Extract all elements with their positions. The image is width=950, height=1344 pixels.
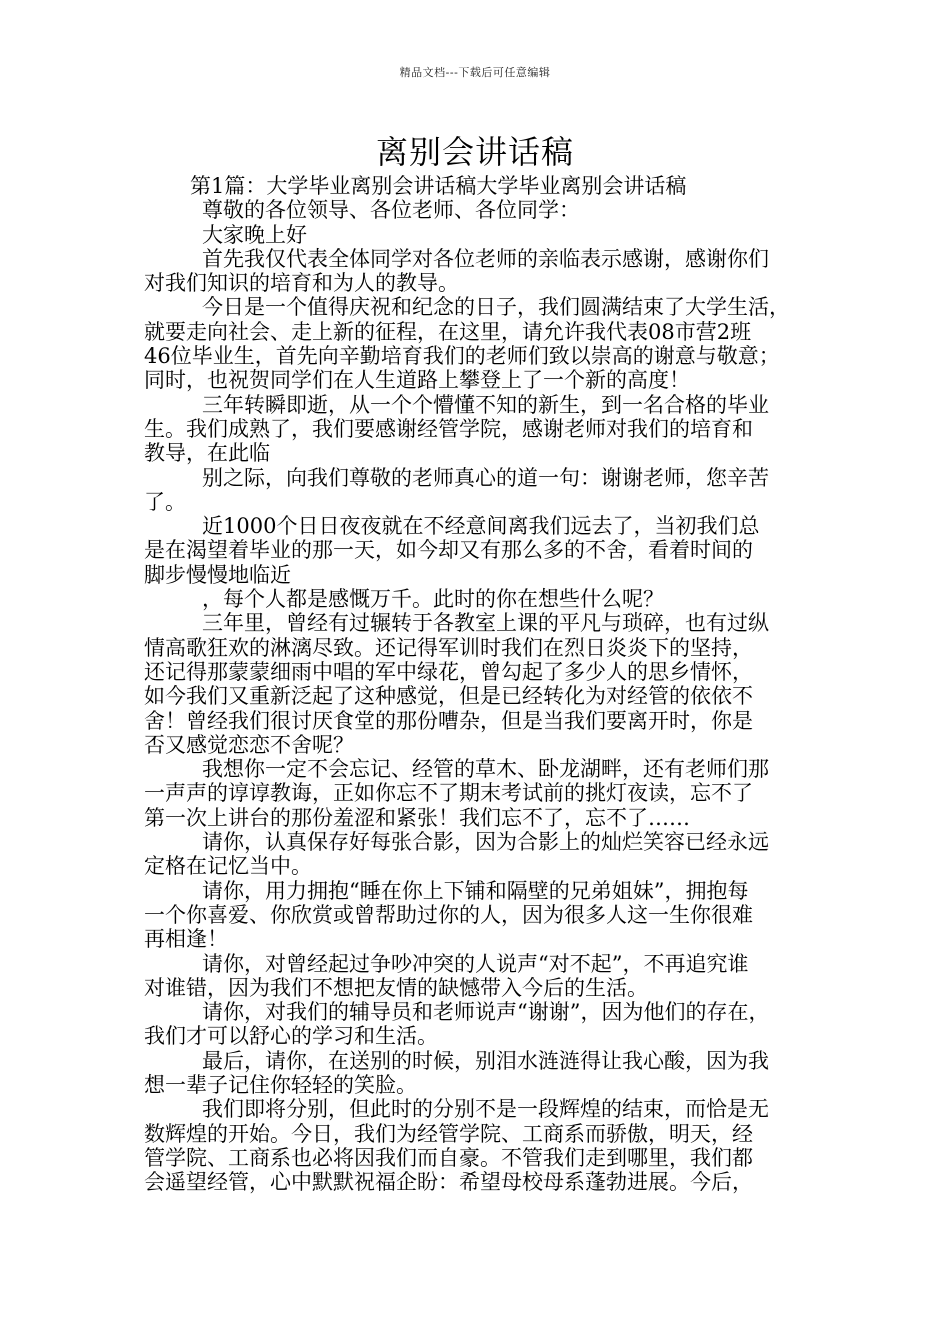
body-text-line: 舍！曾经我们很讨厌食堂的那份嘈杂，但是当我们要离开时，你是: [144, 708, 753, 733]
body-text-line: 会遥望经管，心中默默祝福企盼：希望母校母系蓬勃进展。今后，: [144, 1170, 753, 1195]
body-text-line: 再相逢！: [144, 927, 228, 952]
body-text-line: 一声声的谆谆教诲，正如你忘不了期末考试前的挑灯夜读，忘不了: [144, 781, 753, 806]
document-title: 离别会讲话稿: [375, 133, 574, 171]
body-text-line: 请你，认真保存好每张合影，因为合影上的灿烂笑容已经永远: [202, 830, 769, 855]
body-text-line: 今日是一个值得庆祝和纪念的日子，我们圆满结束了大学生活，: [202, 295, 790, 320]
body-text-line: 请你，对曾经起过争吵冲突的人说声“对不起”，不再追究谁: [202, 951, 749, 976]
body-text-line: ，每个人都是感慨万千。此时的你在想些什么呢？: [202, 587, 664, 612]
body-text-line: 对我们知识的培育和为人的教导。: [144, 271, 459, 296]
body-text-line: 我们即将分别，但此时的分别不是一段辉煌的结束，而恰是无: [202, 1097, 769, 1122]
body-text-line: 近1000个日日夜夜就在不经意间离我们远去了，当初我们总: [202, 514, 760, 539]
body-text-line: 大家晚上好: [202, 222, 307, 247]
body-text-line: 46位毕业生，首先向辛勤培育我们的老师们致以崇高的谢意与敬意；: [144, 344, 780, 369]
body-text-line: 一个你喜爱、你欣赏或曾帮助过你的人，因为很多人这一生你很难: [144, 902, 753, 927]
body-text-line: 最后，请你，在送别的时候，别泪水涟涟得让我心酸，因为我: [202, 1048, 769, 1073]
body-text-line: 管学院、工商系也必将因我们而自豪。不管我们走到哪里，我们都: [144, 1145, 753, 1170]
body-text-line: 我们才可以舒心的学习和生活。: [144, 1024, 438, 1049]
body-text-line: 第一次上讲台的那份羞涩和紧张！我们忘不了，忘不了……: [144, 805, 690, 830]
body-text-line: 生。我们成熟了，我们要感谢经管学院，感谢老师对我们的培育和: [144, 416, 753, 441]
body-text-line: 否又感觉恋恋不舍呢？: [144, 732, 354, 757]
body-text-line: 情高歌狂欢的淋漓尽致。还记得军训时我们在烈日炎炎下的坚持，: [144, 635, 753, 660]
body-text-line: 定格在记忆当中。: [144, 854, 312, 879]
body-text-line: 如今我们又重新泛起了这种感觉，但是已经转化为对经管的依依不: [144, 684, 753, 709]
body-text-line: 首先我仅代表全体同学对各位老师的亲临表示感谢，感谢你们: [202, 246, 769, 271]
body-text-line: 第1篇：大学毕业离别会讲话稿大学毕业离别会讲话稿: [190, 174, 687, 198]
body-text-line: 三年转瞬即逝，从一个个懵懂不知的新生，到一名合格的毕业: [202, 392, 769, 417]
body-text-line: 对谁错，因为我们不想把友情的缺憾带入今后的生活。: [144, 975, 648, 1000]
body-text-line: 想一辈子记住你轻轻的笑脸。: [144, 1072, 417, 1097]
body-text-line: 尊敬的各位领导、各位老师、各位同学：: [202, 198, 580, 223]
body-text-line: 了。: [144, 489, 186, 514]
body-text-line: 还记得那蒙蒙细雨中唱的军中绿花，曾勾起了多少人的思乡情怀，: [144, 659, 753, 684]
body-text-line: 数辉煌的开始。今日，我们为经管学院、工商系而骄傲，明天，经: [144, 1121, 753, 1146]
body-text-line: 脚步慢慢地临近: [144, 562, 291, 587]
body-text-line: 是在渴望着毕业的那一天，如今却又有那么多的不舍，看着时间的: [144, 538, 753, 563]
body-text-line: 就要走向社会、走上新的征程，在这里，请允许我代表08市营2班: [144, 319, 752, 344]
document-body: [144, 174, 808, 1194]
body-text-line: 同时，也祝贺同学们在人生道路上攀登上了一个新的高度！: [144, 368, 690, 393]
body-text-line: 三年里，曾经有过辗转于各教室上课的平凡与琐碎，也有过纵: [202, 611, 769, 636]
body-text-line: 教导，在此临: [144, 441, 270, 466]
page-header: 精品文档---下载后可任意编辑: [399, 66, 551, 79]
body-text-line: 我想你一定不会忘记、经管的草木、卧龙湖畔，还有老师们那: [202, 757, 769, 782]
body-text-line: 别之际，向我们尊敬的老师真心的道一句：谢谢老师，您辛苦: [202, 465, 769, 490]
body-text-line: 请你，对我们的辅导员和老师说声“谢谢”，因为他们的存在，: [202, 1000, 770, 1025]
body-text-line: 请你，用力拥抱“睡在你上下铺和隔壁的兄弟姐妹”，拥抱每: [202, 878, 749, 903]
